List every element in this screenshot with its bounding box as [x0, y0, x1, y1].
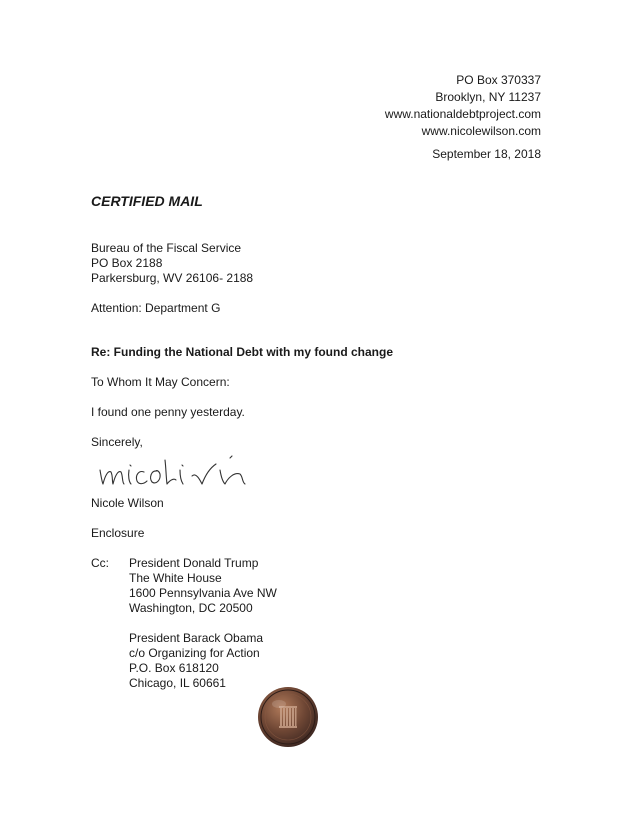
- cc-recipient-line: c/o Organizing for Action: [129, 646, 260, 660]
- sender-website-1: www.nationaldebtproject.com: [384, 107, 541, 121]
- letter-date: September 18, 2018: [432, 147, 541, 161]
- recipient-address-line2: Parkersburg, WV 26106- 2188: [91, 271, 254, 285]
- signer-name: Nicole Wilson: [91, 496, 164, 510]
- salutation: To Whom It May Concern:: [91, 375, 230, 389]
- cc-recipient-name: President Donald Trump: [129, 556, 259, 570]
- sender-address-line2: Brooklyn, NY 11237: [435, 90, 541, 104]
- sender-address-line1: PO Box 370337: [456, 73, 541, 87]
- recipient-name: Bureau of the Fiscal Service: [91, 241, 242, 255]
- cc-label: Cc:: [91, 556, 109, 570]
- cc-recipient-line: 1600 Pennsylvania Ave NW: [129, 586, 277, 600]
- cc-recipient-1: [129, 556, 277, 616]
- sender-website-2: www.nicolewilson.com: [421, 124, 541, 138]
- cc-recipient-line: Chicago, IL 60661: [129, 676, 226, 690]
- delivery-method: CERTIFIED MAIL: [91, 193, 203, 209]
- cc-recipient-line: Washington, DC 20500: [129, 601, 253, 615]
- enclosure-note: Enclosure: [91, 526, 145, 540]
- recipient-address-line1: PO Box 2188: [91, 256, 163, 270]
- cc-recipient-2: [129, 631, 263, 691]
- cc-recipient-name: President Barack Obama: [129, 631, 264, 645]
- subject-line: Re: Funding the National Debt with my found change: [91, 345, 393, 359]
- recipient-address-block: [91, 241, 253, 286]
- attention-line: Attention: Department G: [91, 301, 221, 315]
- cc-recipient-line: The White House: [129, 571, 222, 585]
- closing: Sincerely,: [91, 435, 143, 449]
- cc-recipient-line: P.O. Box 618120: [129, 661, 219, 675]
- letter-body: I found one penny yesterday.: [91, 405, 245, 419]
- sender-address-block: [385, 72, 541, 140]
- penny-coin-icon: [257, 686, 319, 748]
- handwritten-signature-icon: [92, 440, 252, 490]
